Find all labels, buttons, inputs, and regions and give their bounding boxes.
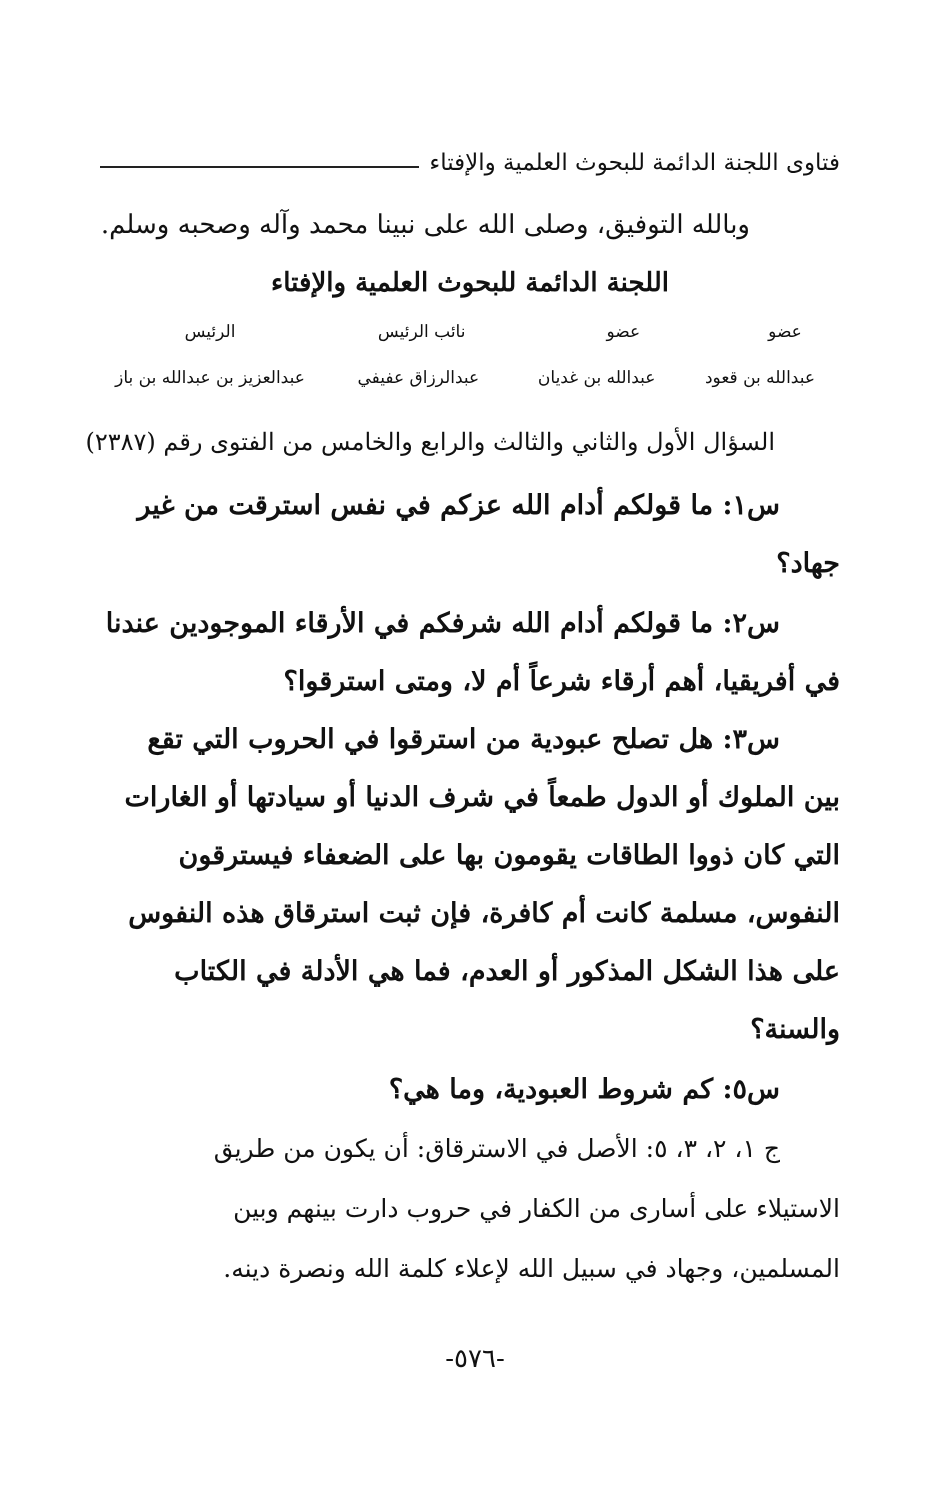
question-line: س٢: ما قولكم أدام الله شرفكم في الأرقاء الموجودين عندنا [105, 608, 780, 639]
question-line: بين الملوك أو الدول طمعاً في شرف الدنيا أو سيادتها أو الغارات [124, 782, 840, 813]
page-number: -٥٧٦- [445, 1344, 505, 1374]
signatory-roles-row [110, 322, 820, 342]
running-header-title: فتاوى اللجنة الدائمة للبحوث العلمية والإفتاء [429, 150, 840, 176]
signatory-role: نائب الرئيس [377, 322, 466, 342]
question-line: في أفريقيا، أهم أرقاء شرعاً أم لا، ومتى استرقوا؟ [283, 666, 840, 697]
question-line: س١: ما قولكم أدام الله عزكم في نفس استرقت من غير [137, 490, 780, 521]
answer-line: الاستيلاء على أسارى من الكفار في حروب دارت بينهم وبين [233, 1194, 840, 1223]
signatory-name: عبدالله بن قعود [704, 368, 815, 388]
signatory-names-row [110, 368, 820, 388]
answer-line: ج ١، ٢، ٣، ٥: الأصل في الاسترقاق: أن يكون من طريق [213, 1134, 780, 1163]
questions-intro: السؤال الأول والثاني والثالث والرابع والخامس من الفتوى رقم (٢٣٨٧) [85, 428, 775, 456]
closing-line: وبالله التوفيق، وصلى الله على نبينا محمد وآله وصحبه وسلم. [100, 210, 750, 240]
question-line: التي كان ذووا الطاقات يقومون بها على الضعفاء فيسترقون [178, 840, 840, 871]
signatory-role: الرئيس [184, 322, 236, 342]
signatory-role: عضو [768, 322, 802, 342]
question-line: جهاد؟ [776, 548, 840, 579]
running-header [100, 136, 840, 176]
question-line: س٣: هل تصلح عبودية من استرقوا في الحروب التي تقع [147, 724, 780, 755]
question-line: والسنة؟ [750, 1014, 840, 1045]
question-line: س٥: كم شروط العبودية، وما هي؟ [388, 1074, 780, 1105]
header-rule [100, 166, 419, 168]
committee-title: اللجنة الدائمة للبحوث العلمية والإفتاء [271, 268, 669, 298]
signatory-name: عبدالرزاق عفيفي [357, 368, 480, 388]
question-line: على هذا الشكل المذكور أو العدم، فما هي الأدلة في الكتاب [174, 956, 840, 987]
question-line: النفوس، مسلمة كانت أم كافرة، فإن ثبت استرقاق هذه النفوس [128, 898, 840, 929]
answer-line: المسلمين، وجهاد في سبيل الله لإعلاء كلمة الله ونصرة دينه. [223, 1254, 840, 1283]
signatory-name: عبدالعزيز بن عبدالله بن باز [115, 368, 305, 388]
signatory-name: عبدالله بن غديان [537, 368, 656, 388]
signatory-role: عضو [606, 322, 641, 342]
